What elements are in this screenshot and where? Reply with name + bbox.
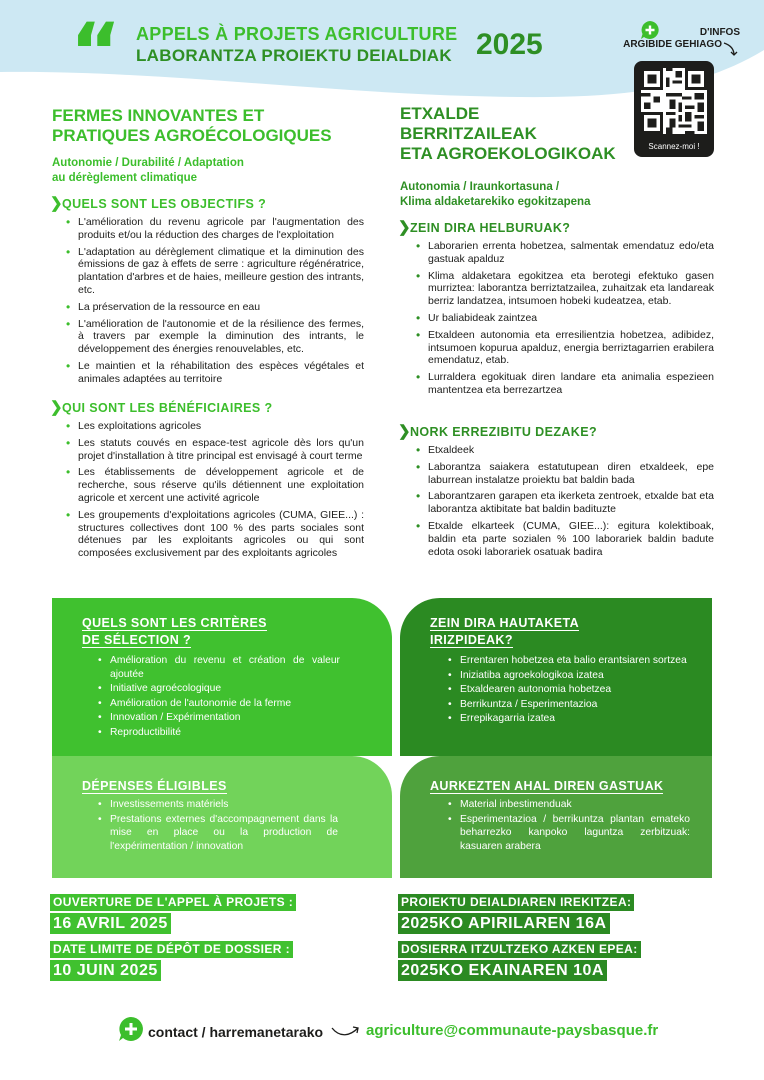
qr-code-card[interactable]	[634, 61, 714, 157]
list-item: • Les statuts couvés en espace-test agricole dès lors qu'un projet d'installation à titre principal est envisagé à court terme	[64, 437, 364, 463]
list-item: • Amélioration du revenu et création de valeur ajoutée	[96, 654, 340, 681]
expenses-heading-eu	[430, 778, 663, 795]
expenses-heading-fr-text: DÉPENSES ÉLIGIBLES	[82, 779, 227, 793]
criteria-heading-fr-line2: DE SÉLECTION ?	[82, 633, 192, 647]
section-subtitle-fr-line1: Autonomie / Durabilité / Adaptation	[52, 157, 244, 169]
list-item: • Les établissements de développement agricole et de recherche, sous réserve qu'ils détiennent une exploitation agricole et xercent une activité agricole	[64, 466, 364, 504]
section-subtitle-eu-line1: Autonomia / Iraunkortasuna /	[400, 181, 560, 193]
list-item: • Klima aldaketara egokitzea eta berotegi efektuko gasen murriztea: laborantza berriztatzailea, zuhaitzak eta landareak berriz landatzea, intsumoen hobeki kudeatzea, etab.	[414, 270, 714, 308]
expenses-list-fr	[96, 798, 338, 854]
deadline-label-fr: DATE LIMITE DE DÉPÔT DE DOSSIER :	[50, 941, 293, 958]
section-title-eu	[400, 104, 630, 164]
criteria-heading-eu-line1: ZEIN DIRA HAUTAKETA	[430, 616, 580, 630]
list-item: • Berrikuntza / Esperimentazioa	[446, 698, 690, 712]
list-item: • L'amélioration du revenu agricole par l'augmentation des produits et/ou la réduction des charges de l'exploitation	[64, 216, 364, 242]
contact-email-link[interactable]: agriculture@communaute-paysbasque.fr	[366, 1022, 659, 1039]
objectives-list-fr	[64, 216, 364, 390]
expenses-heading-fr	[82, 778, 227, 795]
list-item: • Innovation / Expérimentation	[96, 711, 340, 725]
list-item: • Ur baliabideak zaintzea	[414, 312, 714, 325]
list-item: • Etxaldearen autonomia hobetzea	[446, 683, 690, 697]
opening-label-fr: OUVERTURE DE L'APPEL À PROJETS :	[50, 894, 296, 911]
beneficiaries-heading-fr	[50, 400, 273, 416]
list-item: • Esperimentazioa / berrikuntza plantan emateko beharrezko kanpoko laguntza zerbitzuak: kasuaren arabera	[446, 813, 690, 854]
criteria-list-fr	[96, 654, 340, 741]
deadline-date-eu: 2025KO EKAINAREN 10A	[398, 960, 607, 981]
list-item: • Investissements matériels	[96, 798, 338, 812]
plus-bubble-icon	[118, 1016, 144, 1042]
list-item: • Prestations externes d'accompagnement dans la mise en place ou la production de l'expérimentation / innovation	[96, 813, 338, 854]
criteria-list-eu	[446, 654, 690, 727]
chevron-right-icon: ❯	[50, 399, 63, 416]
beneficiaries-heading-eu-text: NORK ERREZIBITU DEZAKE?	[410, 425, 597, 439]
expenses-list-eu	[446, 798, 690, 854]
section-subtitle-eu	[400, 180, 640, 210]
page-title-eu: LABORANTZA PROIEKTU DEIALDIAK	[136, 46, 452, 65]
list-item: • L'adaptation au dérèglement climatique et la diminution des émissions de gaz à effets de serre : agriculture régénératrice, plantation d'arbres et de haies, meilleure gestion des intrants, etc.	[64, 246, 364, 297]
section-title-fr-line2: PRATIQUES AGROÉCOLOGIQUES	[52, 126, 332, 145]
list-item: • Reproductibilité	[96, 726, 340, 740]
criteria-heading-eu-line2: IRIZPIDEAK?	[430, 633, 513, 647]
list-item: • Errentaren hobetzea eta balio erantsiaren sortzea	[446, 654, 690, 668]
section-title-eu-line1: ETXALDE	[400, 104, 480, 123]
more-info-line-fr: D'INFOS	[699, 27, 740, 38]
list-item: • Amélioration de l'autonomie de la ferme	[96, 697, 340, 711]
page-year: 2025	[476, 28, 543, 61]
list-item: • La préservation de la ressource en eau	[64, 301, 364, 314]
list-item: • Etxalde elkarteek (CUMA, GIEE...): egitura kolektiboak, baldin eta parte sozialen % 100 laborariek baldin badute edota osoki laborariek osatuak badira	[414, 520, 714, 558]
list-item: • Laborantza saiakera estatutupean diren etxaldeek, epe laburrean instalatze proiektu bat baldin bada	[414, 461, 714, 487]
more-info-line-eu: ARGIBIDE GEHIAGO	[623, 39, 722, 50]
deadline-date-fr: 10 JUIN 2025	[50, 960, 161, 981]
beneficiaries-heading-eu	[398, 424, 597, 440]
section-subtitle-fr	[52, 156, 302, 186]
list-item: • Laborantzaren garapen eta ikerketa zentroek, etxalde bat eta laborantza aktibitate bat baldin badituzte	[414, 490, 714, 516]
list-item: • Material inbestimenduak	[446, 798, 690, 812]
objectives-heading-fr-text: QUELS SONT LES OBJECTIFS ?	[62, 197, 267, 211]
curved-arrow-icon	[330, 1022, 362, 1038]
list-item: • Le maintien et la réhabilitation des espèces végétales et animales adaptées au territoire	[64, 360, 364, 386]
beneficiaries-list-fr	[64, 420, 364, 564]
chevron-right-icon: ❯	[50, 195, 63, 212]
contact-label: contact / harremanetarako	[148, 1024, 324, 1040]
section-subtitle-eu-line2: Klima aldaketarekiko egokitzapena	[400, 196, 591, 208]
deadline-label-eu: DOSIERRA ITZULTZEKO AZKEN EPEA:	[398, 941, 641, 958]
beneficiaries-list-eu	[414, 444, 714, 562]
beneficiaries-heading-fr-text: QUI SONT LES BÉNÉFICIAIRES ?	[62, 401, 273, 415]
expenses-heading-eu-text: AURKEZTEN AHAL DIREN GASTUAK	[430, 779, 664, 793]
criteria-heading-fr-line1: QUELS SONT LES CRITÈRES	[82, 616, 267, 630]
list-item: • Iniziatiba agroekologikoa izatea	[446, 669, 690, 683]
list-item: • Les exploitations agricoles	[64, 420, 364, 433]
opening-date-eu: 2025KO APIRILAREN 16A	[398, 913, 610, 934]
opening-label-eu: PROIEKTU DEIALDIAREN IREKITZEA:	[398, 894, 634, 911]
section-title-eu-line3: ETA AGROEKOLOGIKOAK	[400, 144, 616, 163]
objectives-list-eu	[414, 240, 714, 401]
opening-date-fr: 16 AVRIL 2025	[50, 913, 171, 934]
list-item: • Les groupements d'exploitations agricoles (CUMA, GIEE...) : structures collectives dont 100 % des parts sociales sont détenues par les exploitants agricoles ou qui sont composées exclusivement par des exploitants agricoles	[64, 509, 364, 560]
qr-code-icon[interactable]	[641, 68, 707, 134]
quote-mark-icon: “	[70, 8, 122, 98]
list-item: • Etxaldeen autonomia eta erresilientzia hobetzea, adibidez, intsumoen kopurua apalduz, energia berriztagarrien erabilera emendatuz, etab.	[414, 329, 714, 367]
page-title-fr: APPELS À PROJETS AGRICULTURE	[136, 24, 458, 44]
list-item: • Lurraldera egokituak diren landare eta animalia espezieen mantentzea eta berrezartzea	[414, 371, 714, 397]
section-title-eu-line2: BERRITZAILEAK	[400, 124, 537, 143]
objectives-heading-eu	[398, 220, 570, 236]
chevron-right-icon: ❯	[398, 423, 411, 440]
list-item: • Initiative agroécologique	[96, 682, 340, 696]
objectives-heading-eu-text: ZEIN DIRA HELBURUAK?	[410, 221, 571, 235]
section-subtitle-fr-line2: au dérèglement climatique	[52, 172, 198, 184]
curved-arrow-icon	[722, 40, 740, 58]
list-item: • Etxaldeek	[414, 444, 714, 457]
chevron-right-icon: ❯	[398, 219, 411, 236]
criteria-heading-eu	[430, 615, 579, 649]
objectives-heading-fr	[50, 196, 266, 212]
criteria-heading-fr	[82, 615, 267, 649]
list-item: • Laborarien errenta hobetzea, salmentak emendatuz edo/eta gastuak apalduz	[414, 240, 714, 266]
list-item: • L'amélioration de l'autonomie et de la résilience des fermes, à travers par exemple la diminution des intrants, le développement des énergies renouvelables, etc.	[64, 318, 364, 356]
list-item: • Errepikagarria izatea	[446, 712, 690, 726]
section-title-fr-line1: FERMES INNOVANTES ET	[52, 106, 265, 125]
qr-scan-label: Scannez-moi !	[648, 142, 700, 151]
section-title-fr	[52, 106, 382, 146]
